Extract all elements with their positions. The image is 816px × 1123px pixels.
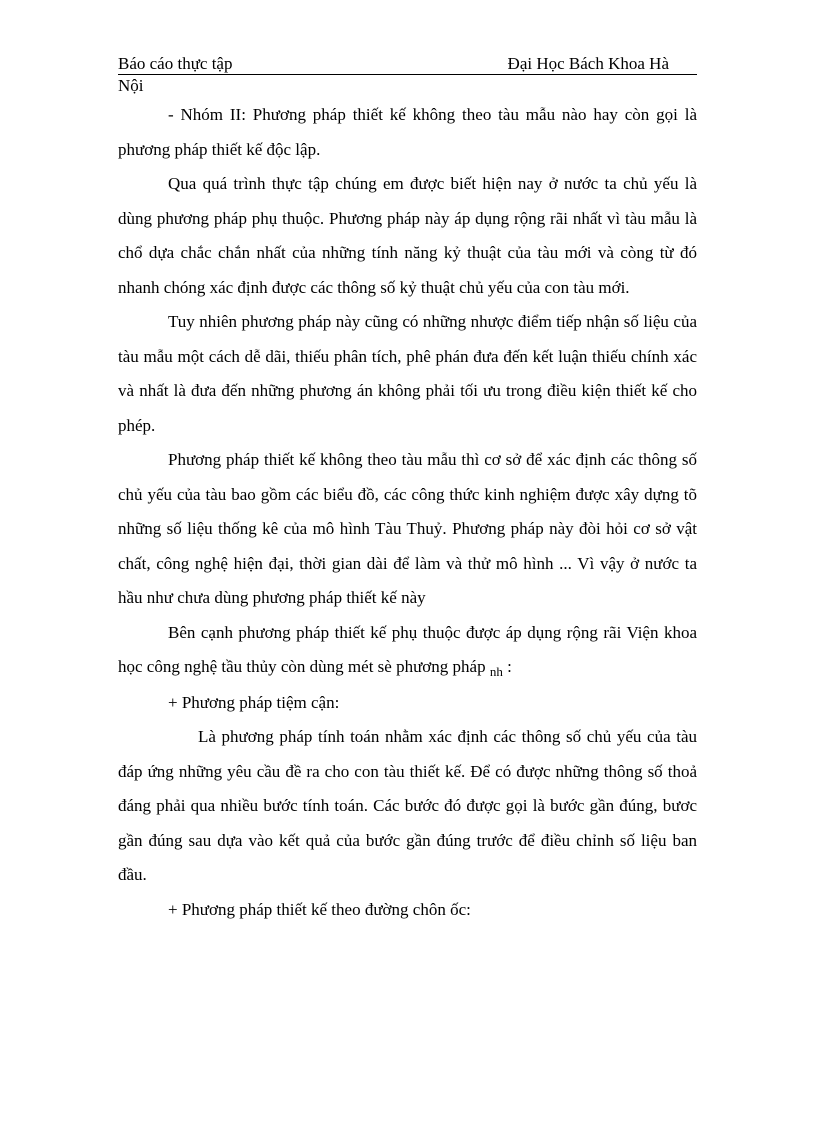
paragraph-drawbacks: Tuy nhiên phương pháp này cũng có những nhược điểm tiếp nhận số liệu của tàu mẫu một cách dễ dãi, thiếu phân tích, phê phán đưa đến kết luận thiếu chính xác và nhất là đưa đến những phương án không phải tối ưu trong điều kiện thiết kế cho phép. (118, 312, 697, 435)
page-header (118, 54, 697, 75)
paragraph-independent-method: Phương pháp thiết kế không theo tàu mẫu thì cơ sở để xác định các thông số chủ yếu của tàu bao gồm các biểu đồ, các công thức kinh nghiệm được xây dựng tõ những số liệu thống kê của mô hình Tàu Thuỷ. Phương pháp này đòi hỏi cơ sở vật chất, công nghệ hiện đại, thời gian dài để làm và thử mô hình ... Vì vậy ở nước ta hầu như chưa dùng phương pháp thiết kế này (118, 450, 697, 607)
document-body (118, 98, 697, 927)
header-report-title: Báo cáo thực tập (118, 54, 233, 73)
paragraph-asymptotic-description: Là phương pháp tính toán nhằm xác định các thông số chủ yếu của tàu đáp ứng những yêu cầu đề ra cho con tàu thiết kế. Để có được những thông số thoả đáng phải qua nhiều bước tính toán. Các bước đó được gọi là bước gần đúng, bươc gần đúng sau dựa vào kết quả của bước gần đúng trước để điều chỉnh số liệu ban đầu. (118, 727, 697, 884)
paragraph-other-methods-tail: : (502, 657, 512, 676)
paragraph-other-methods (118, 616, 697, 686)
bullet-spiral-method: + Phương pháp thiết kế theo đường chôn ốc: (168, 899, 471, 919)
paragraph-dependent-method: Qua quá trình thực tập chúng em được biết hiện nay ở nước ta chủ yếu là dùng phương pháp phụ thuộc. Phương pháp này áp dụng rộng rãi nhất vì tàu mẫu là chổ dựa chắc chắn nhất của những tính năng kỷ thuật của tàu mới và còng từ đó nhanh chóng xác định được các thông số kỷ thuật chủ yếu của con tàu mới. (118, 174, 697, 297)
subscript-nh: nh (489, 664, 503, 679)
paragraph-group-two: - Nhóm II: Phương pháp thiết kế không theo tàu mẫu nào hay còn gọi là phương pháp thiết kế độc lập. (118, 105, 697, 159)
bullet-asymptotic-method: + Phương pháp tiệm cận: (168, 692, 340, 712)
header-university: Đại Học Bách Khoa Hà (507, 54, 669, 73)
paragraph-other-methods-text: Bên cạnh phương pháp thiết kế phụ thuộc được áp dụng rộng rãi Viện khoa học công nghệ tầu thủy còn dùng mét sè phương pháp (118, 622, 697, 676)
header-continuation: Nội (118, 76, 144, 95)
